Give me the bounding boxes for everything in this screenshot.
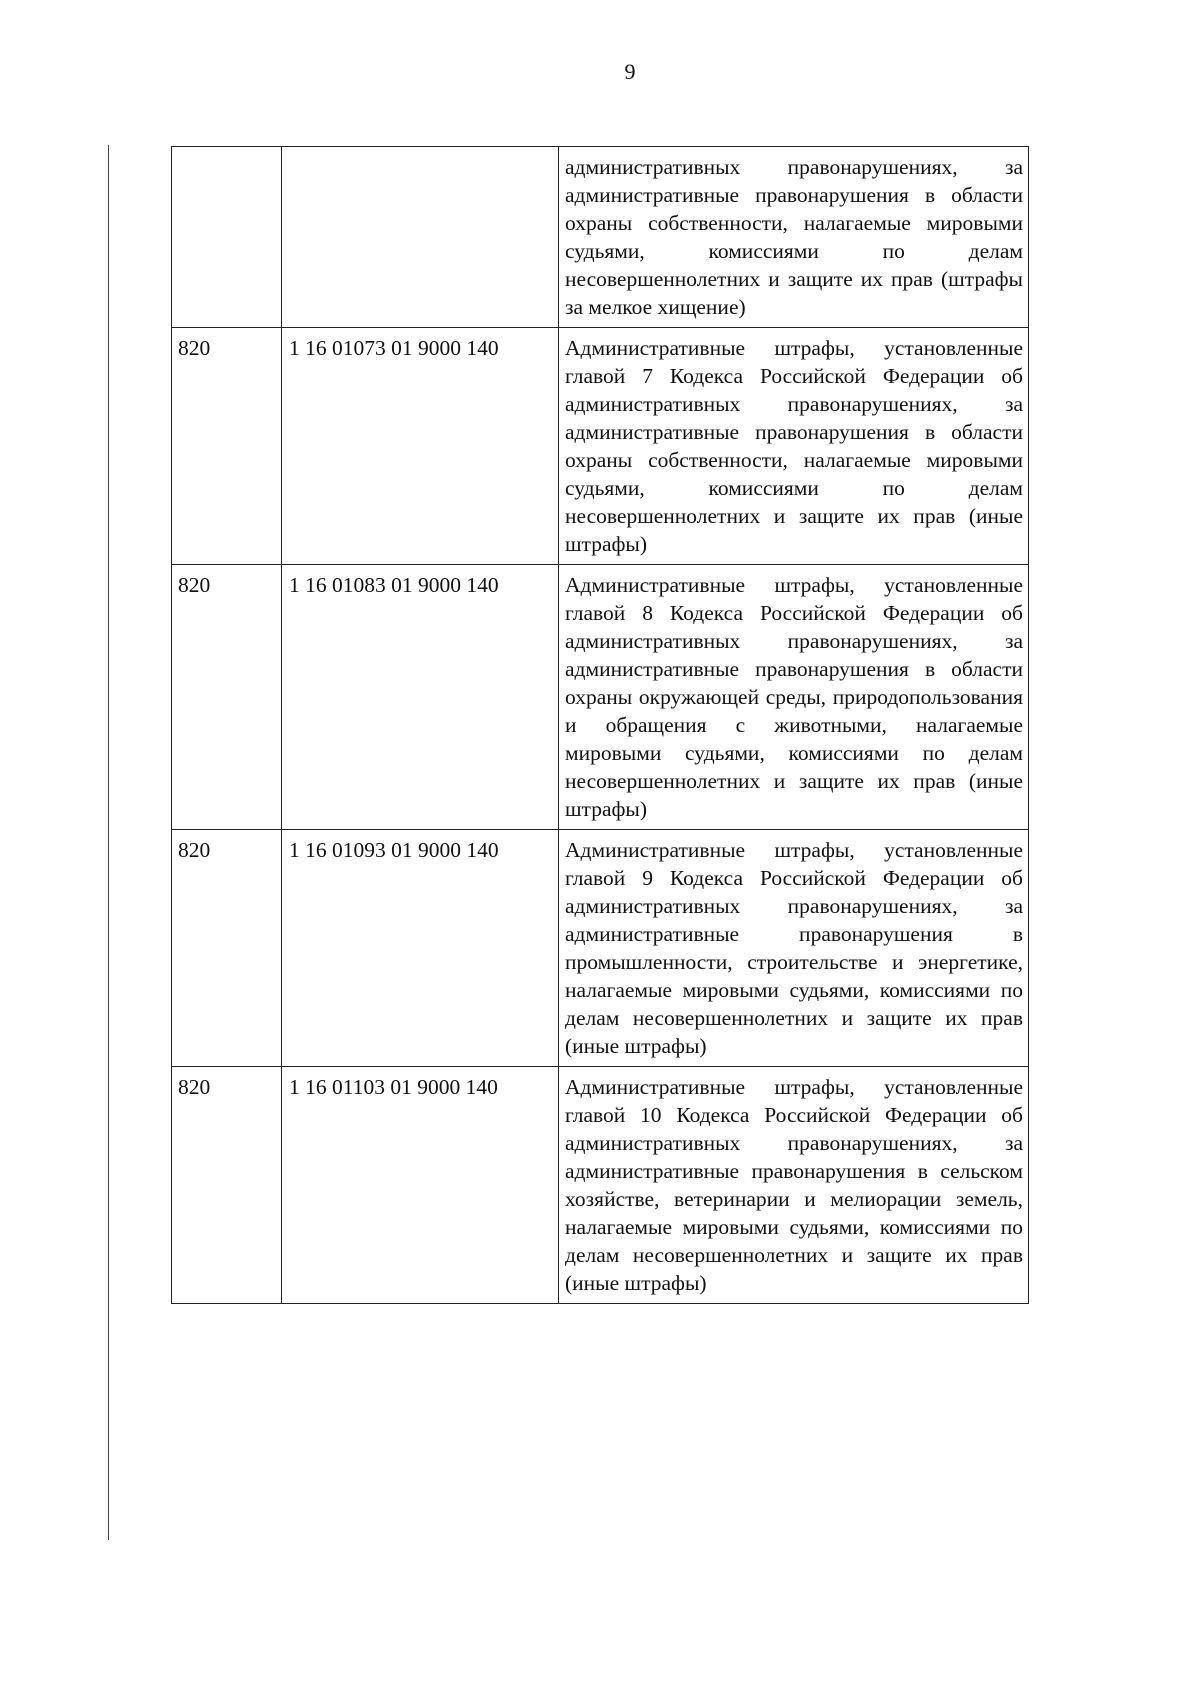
description-cell: Административные штрафы, установленные главой 8 Кодекса Российской Федерации об административных правонарушениях, за административные правонарушения в области охраны окружающей среды, природопользования и обращения с животными, налагаемые мировыми судьями, комиссиями по делам несовершеннолетних и защите их прав (иные штрафы) xyxy=(559,565,1029,830)
left-margin-rule xyxy=(108,145,109,1540)
table-row xyxy=(172,565,1029,830)
budget-code-cell: 1 16 01093 01 9000 140 xyxy=(282,830,559,1067)
page-number: 9 xyxy=(624,59,636,84)
admin-code-cell: 820 xyxy=(172,565,282,830)
description-cell: Административные штрафы, установленные главой 7 Кодекса Российской Федерации об административных правонарушениях, за административные правонарушения в области охраны собственности, налагаемые мировыми судьями, комиссиями по делам несовершеннолетних и защите их прав (иные штрафы) xyxy=(559,328,1029,565)
budget-code-cell: 1 16 01073 01 9000 140 xyxy=(282,328,559,565)
admin-code-cell: 820 xyxy=(172,1067,282,1304)
table-row xyxy=(172,1067,1029,1304)
description-cell: Административные штрафы, установленные главой 10 Кодекса Российской Федерации об административных правонарушениях, за административные правонарушения в сельском хозяйстве, ветеринарии и мелиорации земель, налагаемые мировыми судьями, комиссиями по делам несовершеннолетних и защите их прав (иные штрафы) xyxy=(559,1067,1029,1304)
table-row xyxy=(172,328,1029,565)
table-row xyxy=(172,147,1029,328)
admin-code-cell xyxy=(172,147,282,328)
description-cell: Административные штрафы, установленные главой 9 Кодекса Российской Федерации об административных правонарушениях, за административные правонарушения в промышленности, строительстве и энергетике, налагаемые мировыми судьями, комиссиями по делам несовершеннолетних и защите их прав (иные штрафы) xyxy=(559,830,1029,1067)
admin-code-cell: 820 xyxy=(172,830,282,1067)
fines-table xyxy=(171,146,1029,1304)
budget-code-cell: 1 16 01083 01 9000 140 xyxy=(282,565,559,830)
table-row xyxy=(172,830,1029,1067)
budget-code-cell xyxy=(282,147,559,328)
admin-code-cell: 820 xyxy=(172,328,282,565)
budget-code-cell: 1 16 01103 01 9000 140 xyxy=(282,1067,559,1304)
description-cell: административных правонарушениях, за административные правонарушения в области охраны собственности, налагаемые мировыми судьями, комиссиями по делам несовершеннолетних и защите их прав (штрафы за мелкое хищение) xyxy=(559,147,1029,328)
